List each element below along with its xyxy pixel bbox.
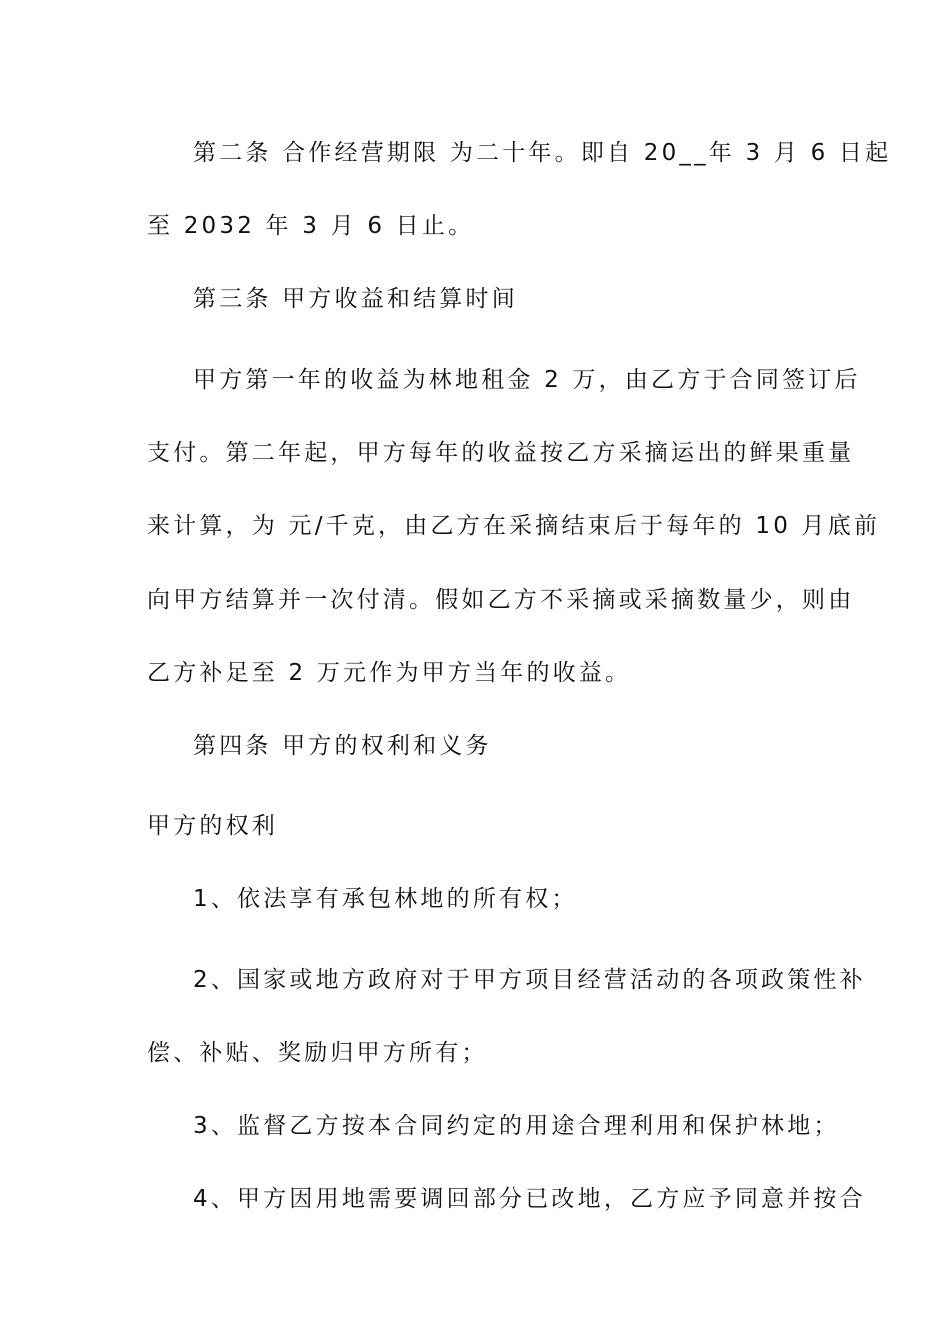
text-line-article-2-cont: 至 2032 年 3 月 6 日止。 xyxy=(147,213,475,239)
list-item-right-1: 1、依法享有承包林地的所有权； xyxy=(193,886,578,912)
text-line-income-1: 甲方第一年的收益为林地租金 2 万，由乙方于合同签订后 xyxy=(193,367,861,393)
list-item-right-2: 2、国家或地方政府对于甲方项目经营活动的各项政策性补 xyxy=(193,967,866,993)
list-item-right-3: 3、监督乙方按本合同约定的用途合理利用和保护林地； xyxy=(193,1113,840,1139)
text-line-income-5: 乙方补足至 2 万元作为甲方当年的收益。 xyxy=(147,660,632,686)
text-line-income-2: 支付。第二年起，甲方每年的收益按乙方采摘运出的鲜果重量 xyxy=(147,440,855,466)
list-item-right-4: 4、甲方因用地需要调回部分已改地，乙方应予同意并按合 xyxy=(193,1186,866,1212)
list-item-right-2-cont: 偿、补贴、奖励归甲方所有； xyxy=(147,1040,488,1066)
heading-article-4: 第四条 甲方的权利和义务 xyxy=(193,733,492,759)
subheading-party-a-rights: 甲方的权利 xyxy=(147,813,278,839)
text-line-article-2: 第二条 合作经营期限 为二十年。即自 20__年 3 月 6 日起 xyxy=(193,140,892,166)
text-line-income-3: 来计算，为 元/千克，由乙方在采摘结束后于每年的 10 月底前 xyxy=(147,513,881,539)
heading-article-3: 第三条 甲方收益和结算时间 xyxy=(193,286,518,312)
text-line-income-4: 向甲方结算并一次付清。假如乙方不采摘或采摘数量少，则由 xyxy=(147,587,855,613)
